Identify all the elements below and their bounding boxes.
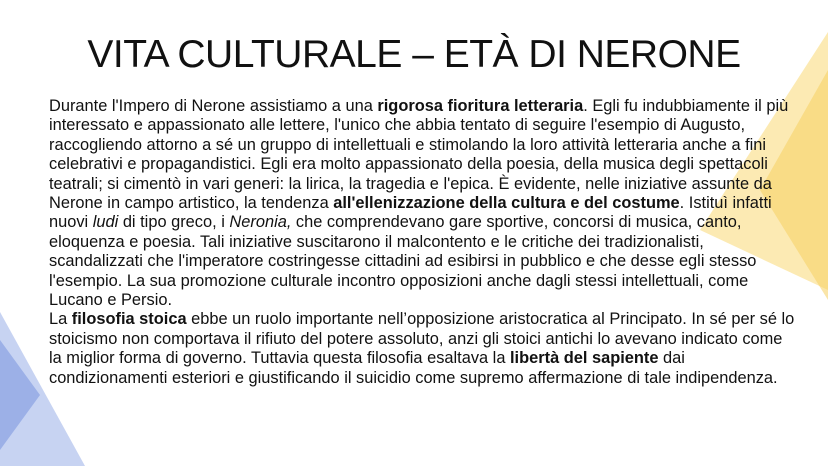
slide-title: VITA CULTURALE – ETÀ DI NERONE — [87, 33, 741, 76]
bold-phrase: libertà del sapiente — [510, 349, 659, 368]
text-run: . Egli fu indubbiamente il più interessato e appassionato alle lettere, l'unico che abbia tentato di seguire l'esempio di Augusto, raccogliendo attorno a sé un gruppo di intellettuali e stimolando la loro attività letteraria anche a fini celebrativi e propagandistici. Egli era molto appassionato della poesia, della musica degli spettacoli teatrali; si cimentò in vari generi: la lirica, la tragedia e l'epica. È evidente, nelle iniziative assunte da Nerone in campo artistico, la tendenza — [49, 97, 789, 213]
text-run: ebbe un ruolo importante nell’opposizione aristocratica al Principato. In sé per sé lo stoicismo non comportava il rifiuto del potere assoluto, anzi gli stoici antichi lo avevano indicato come la miglior forma di governo. Tuttavia questa filosofia esaltava la — [49, 310, 795, 368]
slide-body — [49, 97, 799, 388]
italic-term: Neronia, — [229, 213, 292, 232]
text-run: di tipo greco, i — [118, 213, 230, 232]
text-run: La — [49, 310, 72, 329]
text-run: dai condizionamenti esteriori e giustificando il suicidio come supremo affermazione di tale indipendenza. — [49, 349, 778, 387]
paragraph-nero-culture — [49, 97, 799, 310]
bold-phrase: rigorosa fioritura letteraria — [377, 97, 584, 115]
text-run: . Istituì infatti nuovi — [49, 194, 772, 232]
italic-term: ludi — [92, 213, 119, 232]
bold-phrase: all'ellenizzazione della cultura e del costume — [333, 194, 680, 213]
text-run: Durante l'Impero di Nerone assistiamo a una — [49, 97, 378, 115]
text-run: che comprendevano gare sportive, concorsi di musica, canto, eloquenza e poesia. Tali iniziative suscitarono il malcontento e le critiche dei tradizionalisti, scandalizzati che l'imperatore costringesse cittadini ad esibirsi in pubblico e che desse egli stesso l'esempio. La sua promozione culturale incontro opposizioni anche dagli stessi intellettuali, come Lucano e Persio. — [49, 213, 757, 310]
paragraph-stoic-philosophy — [49, 310, 799, 388]
bold-phrase: filosofia stoica — [71, 310, 187, 329]
